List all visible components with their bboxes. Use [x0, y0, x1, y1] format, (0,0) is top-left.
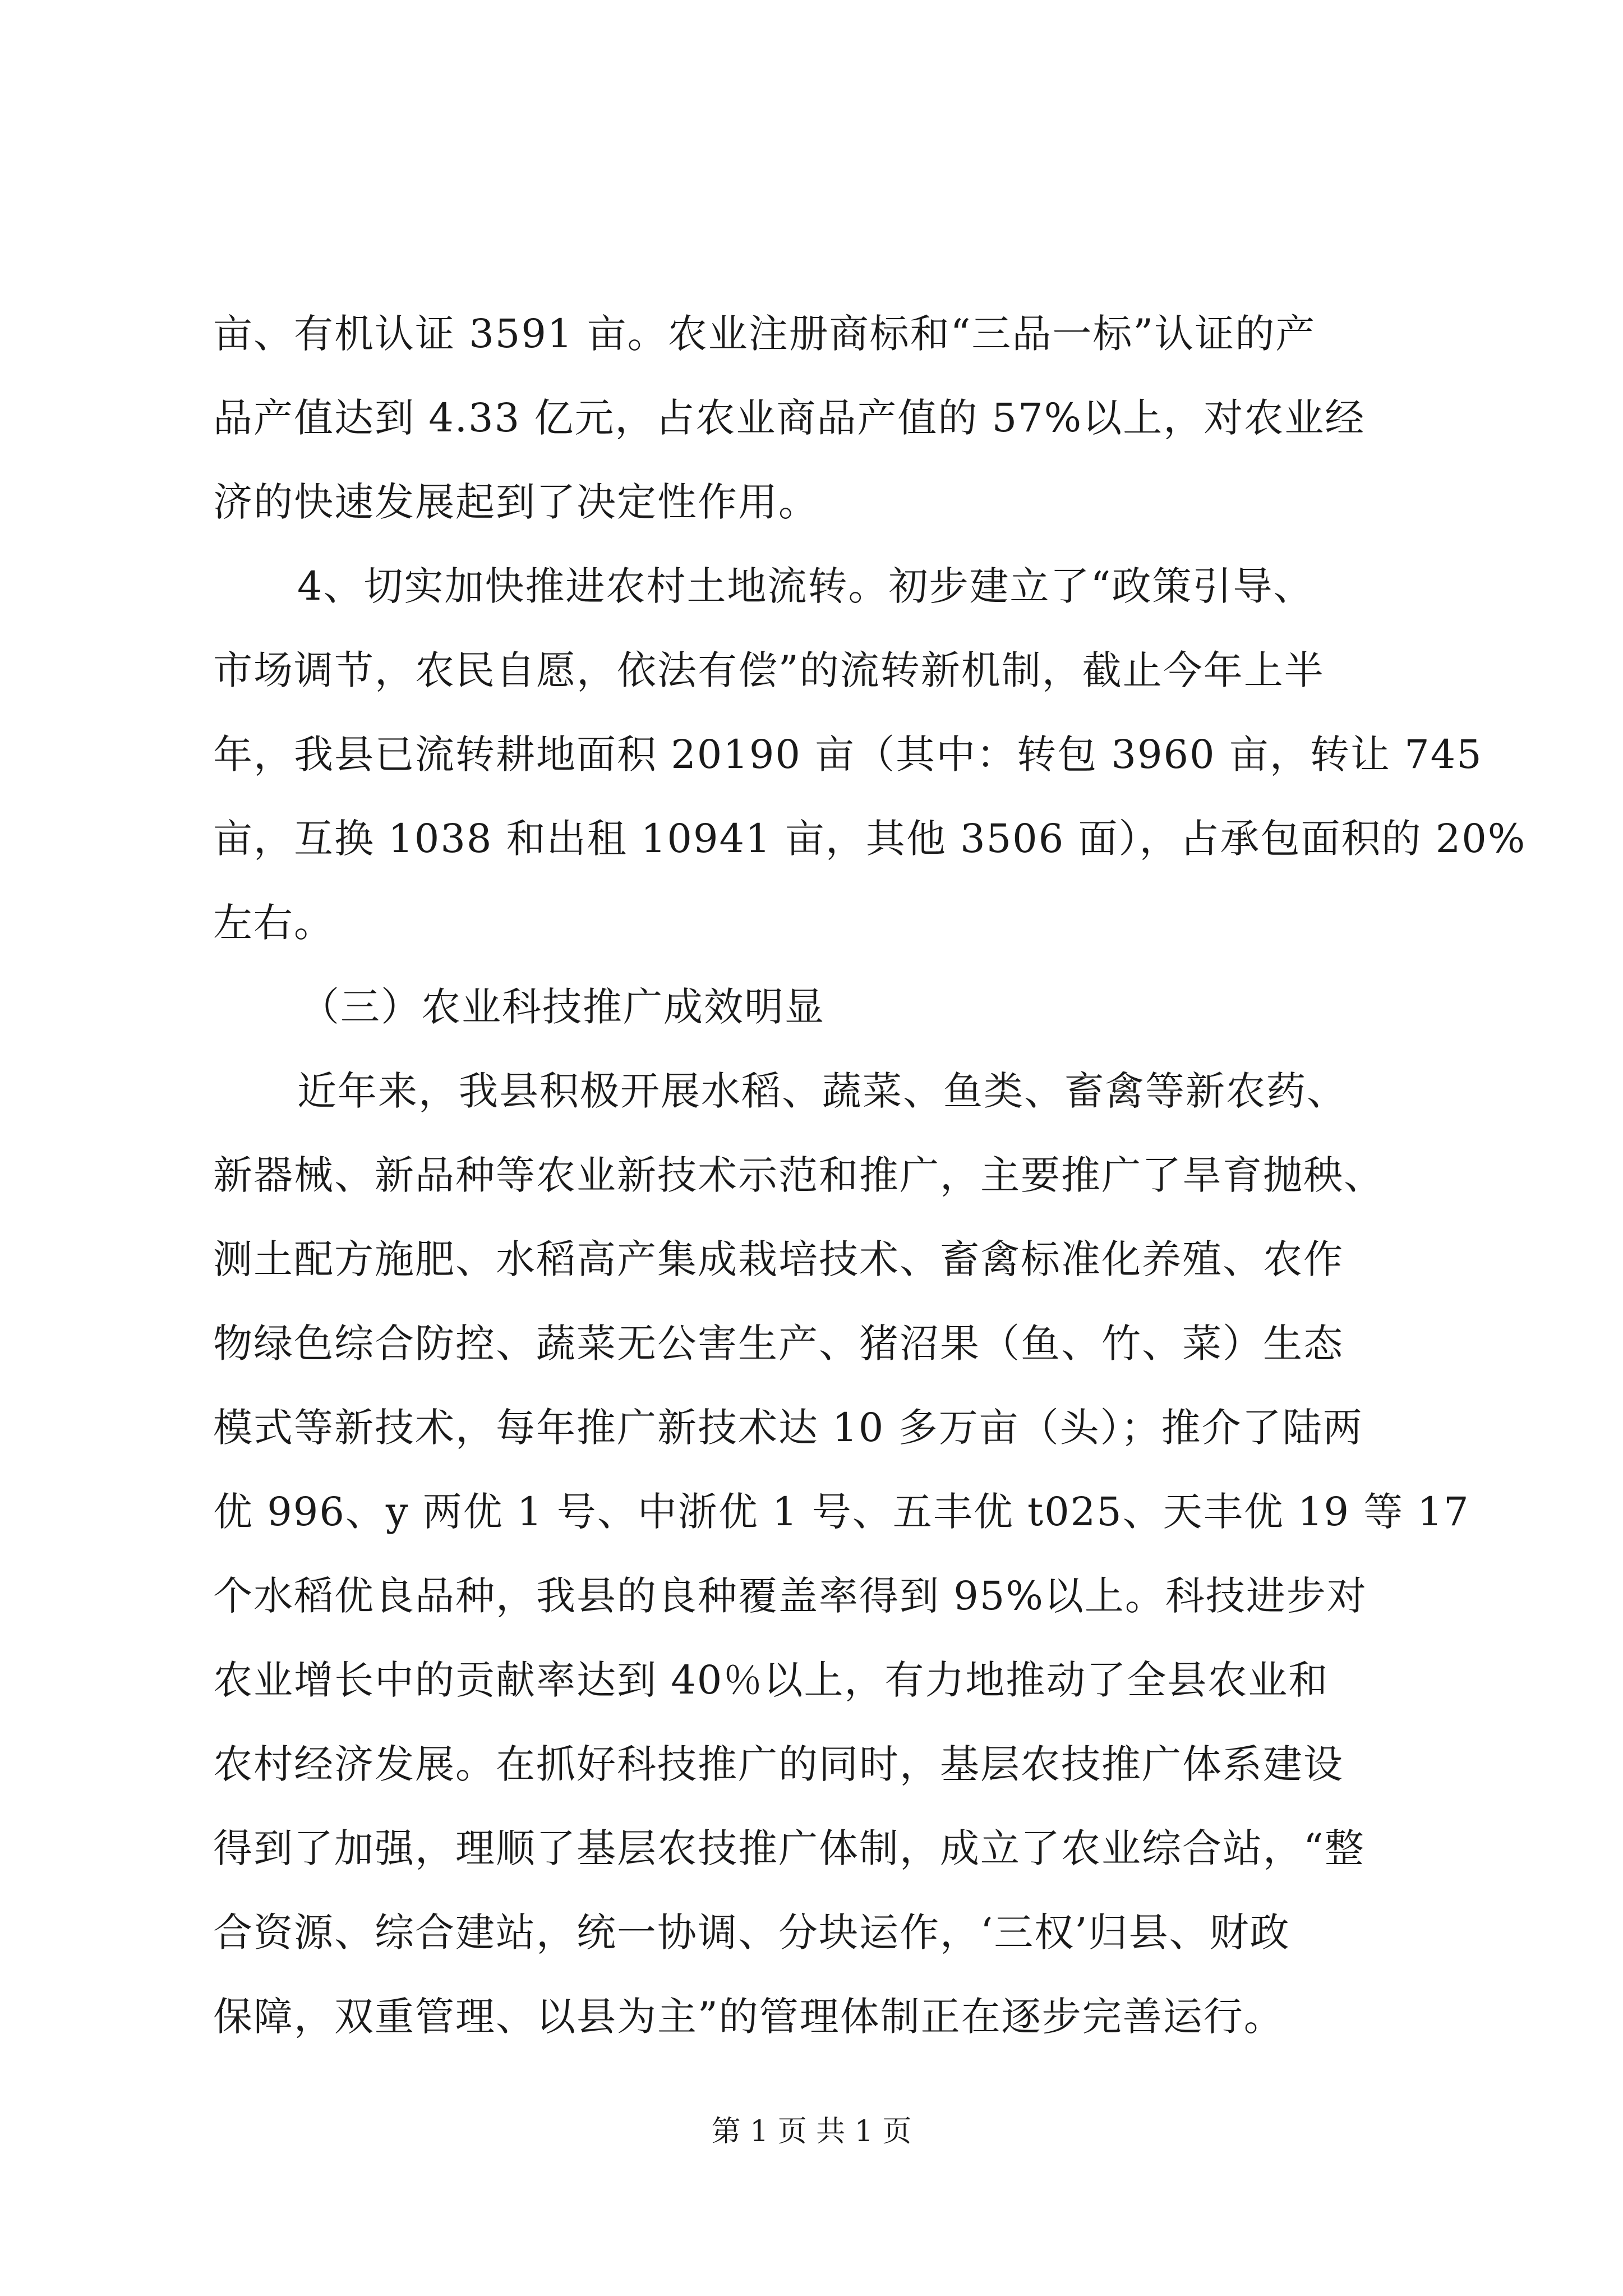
text-line: 优 996、y 两优 1 号、中浙优 1 号、五丰优 t025、天丰优 19 等 17	[213, 1489, 1470, 1535]
text-line: 亩、有机认证 3591 亩。农业注册商标和“三品一标”认证的产	[213, 311, 1316, 357]
text-line: 农业增长中的贡献率达到 40％以上，有力地推动了全县农业和	[213, 1657, 1329, 1703]
text-line: 保障，双重管理、以县为主”的管理体制正在逐步完善运行。	[213, 1994, 1284, 2040]
text-line: 亩，互换 1038 和出租 10941 亩，其他 3506 面），占承包面积的 20%	[213, 816, 1527, 862]
text-line: 测土配方施肥、水稻高产集成栽培技术、畜禽标准化养殖、农作	[213, 1236, 1344, 1282]
text-line: 左右。	[213, 900, 334, 946]
text-line: 新器械、新品种等农业新技术示范和推广，主要推广了旱育抛秧、	[213, 1152, 1384, 1198]
text-line: 模式等新技术，每年推广新技术达 10 多万亩（头）；推介了陆两	[213, 1405, 1363, 1451]
paragraph-start-line: 近年来，我县积极开展水稻、蔬菜、鱼类、畜禽等新农药、	[297, 1068, 1347, 1114]
text-line: 品产值达到 4.33 亿元，占农业商品产值的 57%以上，对农业经	[213, 395, 1366, 441]
text-line: 个水稻优良品种，我县的良种覆盖率得到 95%以上。科技进步对	[213, 1573, 1367, 1619]
document-body	[213, 292, 1527, 2059]
section-heading: （三）农业科技推广成效明显	[300, 984, 825, 1030]
page-footer	[0, 2112, 1623, 2151]
text-line: 年，我县已流转耕地面积 20190 亩（其中：转包 3960 亩，转让 745	[213, 731, 1483, 777]
text-line: 合资源、综合建站，统一协调、分块运作，‘三权’归县、财政	[213, 1910, 1290, 1955]
page-number: 第 1 页 共 1 页	[711, 2115, 912, 2148]
text-line: 得到了加强，理顺了基层农技推广体制，成立了农业综合站，“整	[213, 1825, 1365, 1871]
text-line: 济的快速发展起到了决定性作用。	[213, 479, 819, 525]
text-line: 市场调节，农民自愿，依法有偿”的流转新机制，截止今年上半	[213, 647, 1325, 693]
paragraph-start-line: 4、切实加快推进农村土地流转。初步建立了“政策引导、	[297, 563, 1314, 609]
text-line: 物绿色综合防控、蔬菜无公害生产、猪沼果（鱼、竹、菜）生态	[213, 1320, 1344, 1366]
text-line: 农村经济发展。在抓好科技推广的同时，基层农技推广体系建设	[213, 1741, 1344, 1787]
